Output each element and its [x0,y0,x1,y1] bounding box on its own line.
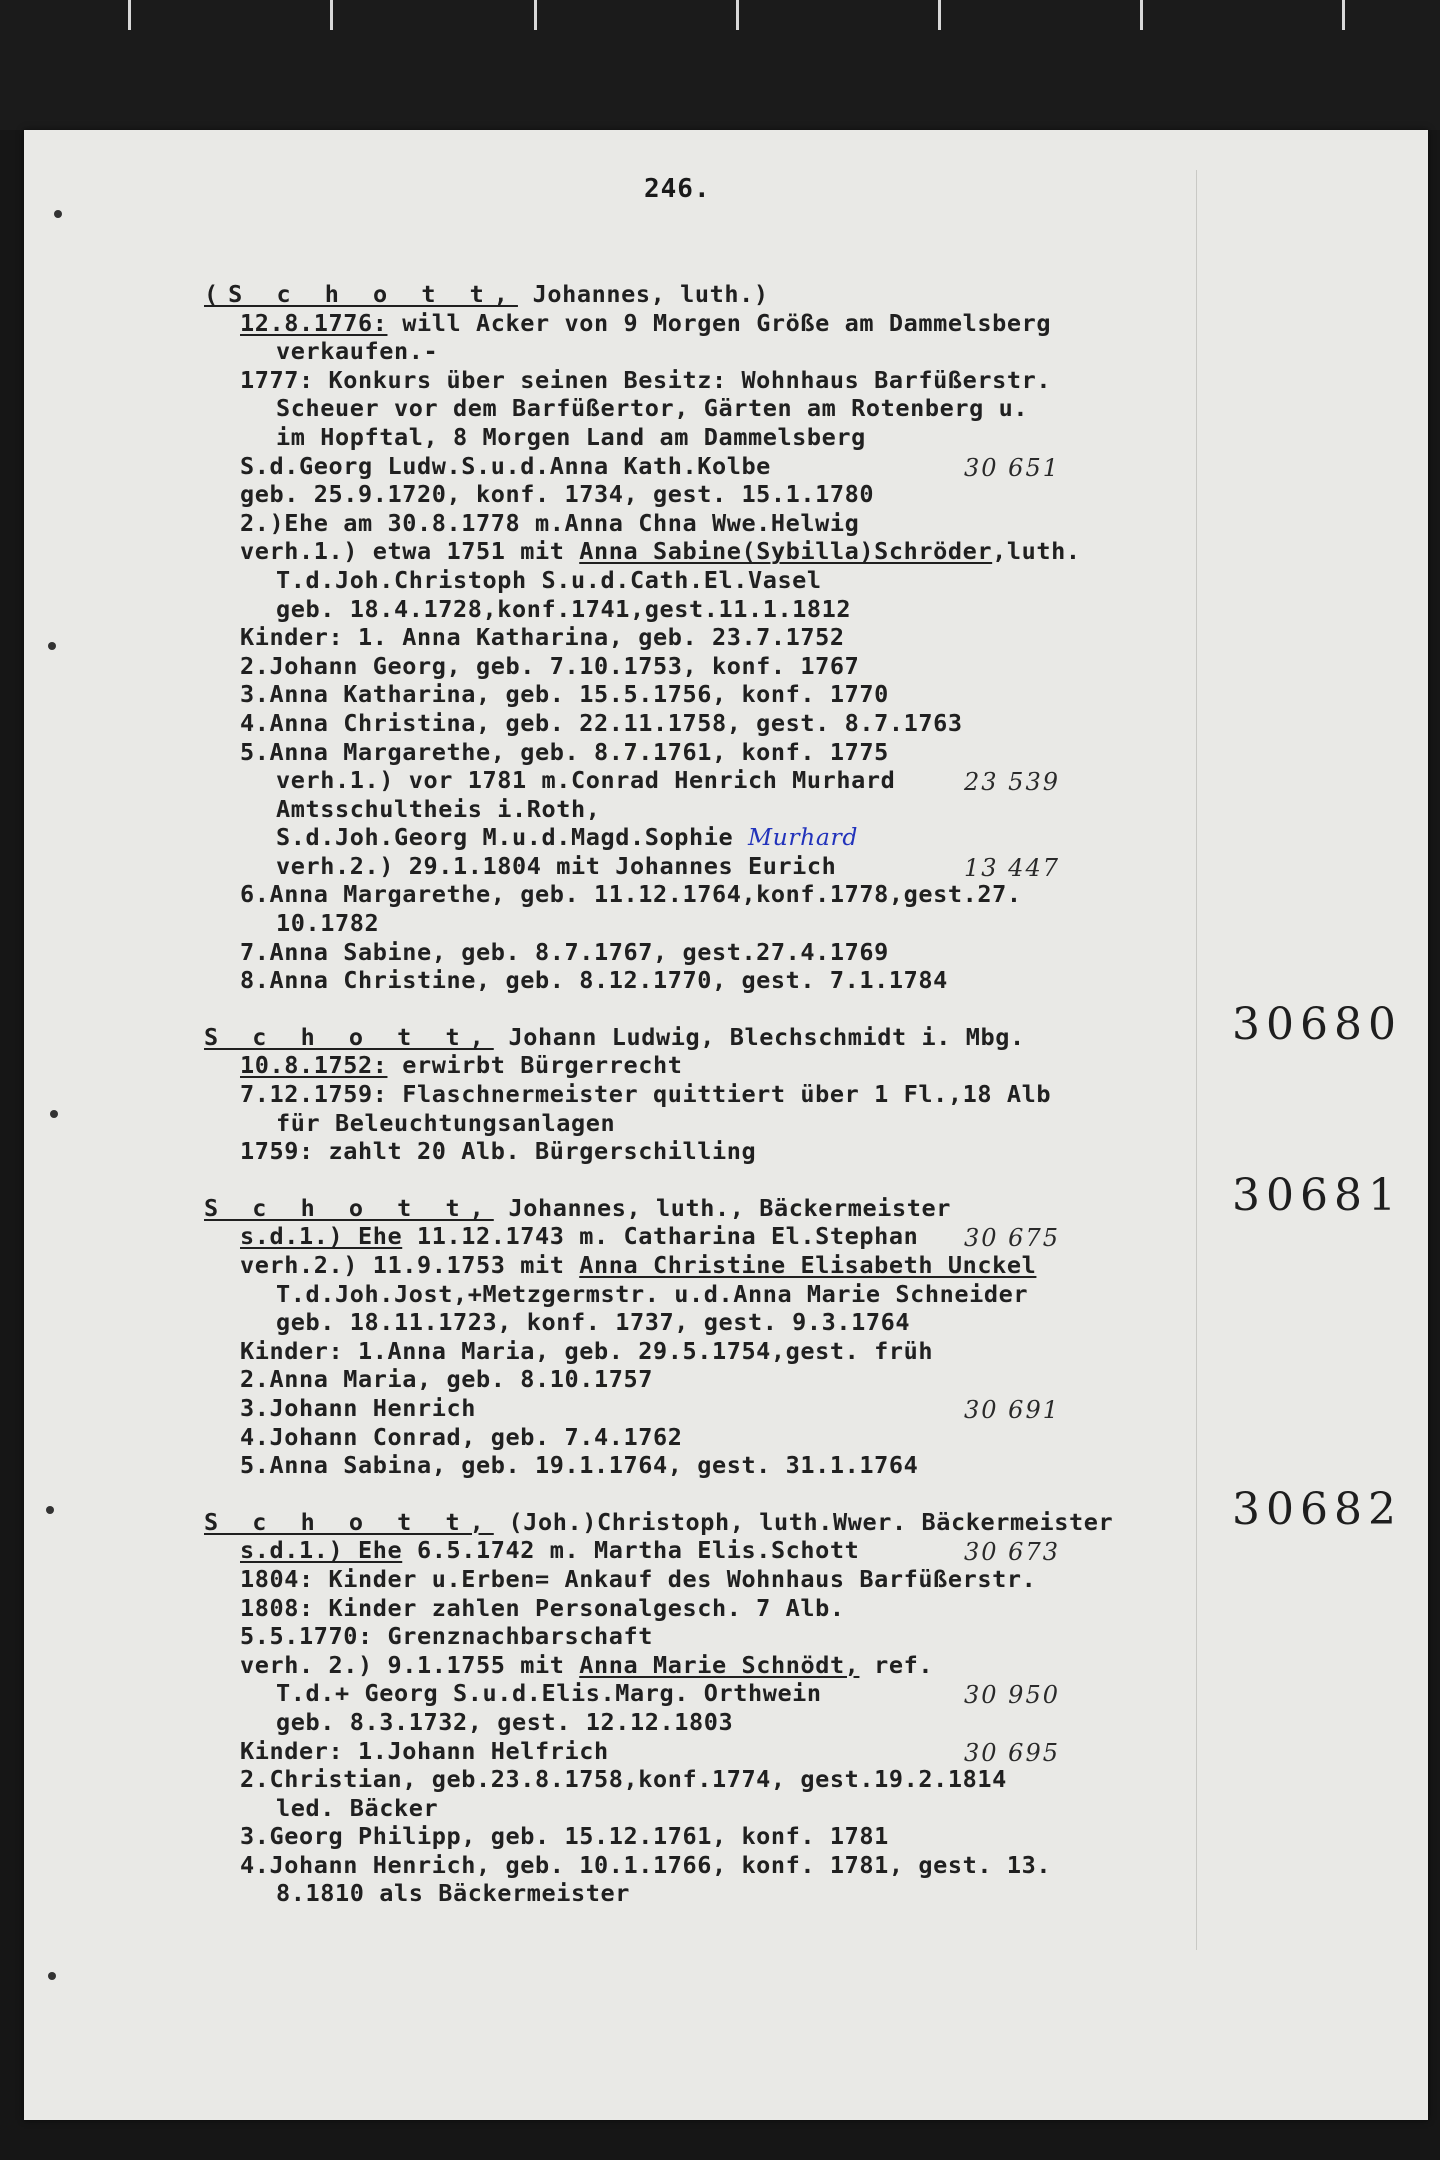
line-text: geb. 8.3.1732, gest. 12.12.1803 [276,1707,734,1736]
line-text: will Acker von 9 Morgen Größe am Dammelsberg [387,308,1052,337]
entry-line [204,1251,1324,1280]
line-text: 1808: Kinder zahlen Personalgesch. 7 Alb. [240,1593,845,1622]
entry-line [204,1737,1324,1766]
entry-line [204,1109,1324,1138]
entry-line [204,595,1324,624]
line-text: led. Bäcker [276,1793,439,1822]
line-text: 2.Christian, geb.23.8.1758,konf.1774, gest.19.2.1814 [240,1765,1007,1794]
line-text: Kinder: 1. Anna Katharina, geb. 23.7.1752 [240,623,845,652]
line-text: 8.Anna Christine, geb. 8.12.1770, gest. 7.1.1784 [240,966,948,995]
entry-line [204,1137,1324,1166]
line-text: 3.Johann Henrich [240,1393,476,1422]
entry-line [204,823,1324,852]
entry-line [204,1879,1324,1908]
entry-line [204,509,1324,538]
scanner-tick [1140,0,1143,30]
line-text: verh.1.) etwa 1751 mit [240,537,580,566]
line-text: 8.1810 als Bäckermeister [276,1879,630,1908]
line-text: S.d.Georg Ludw.S.u.d.Anna Kath.Kolbe [240,451,771,480]
entry-line [204,1822,1324,1851]
entry-line [204,966,1324,995]
line-text: 10.8.1752: [240,1051,388,1080]
scanner-background [0,0,1440,130]
line-text: verh. 2.) 9.1.1755 mit [240,1650,580,1679]
line-text: 5.5.1770: Grenznachbarschaft [240,1622,653,1651]
entry-line [204,1080,1324,1109]
line-text: im Hopftal, 8 Morgen Land am Dammelsberg [276,422,866,451]
line-text: 1759: zahlt 20 Alb. Bürgerschilling [240,1137,757,1166]
scanner-tick [938,0,941,30]
line-text: 11.12.1743 m. Catharina El.Stephan [402,1222,919,1251]
scanner-tick [330,0,333,30]
entry-line [204,795,1324,824]
punch-hole [48,1972,56,1980]
entry-line [204,337,1324,366]
page-number: 246. [644,174,711,204]
line-text: verh.2.) 29.1.1804 mit Johannes Eurich [276,851,837,880]
entry-line [204,1451,1324,1480]
line-text: s.d.1.) Ehe [240,1222,403,1251]
line-text: 12.8.1776: [240,308,388,337]
line-text: erwirbt Bürgerrecht [387,1051,683,1080]
entry-line [204,1394,1324,1423]
entry-line [204,880,1324,909]
entry-line [204,766,1324,795]
line-text: verh.2.) 11.9.1753 mit [240,1251,580,1279]
line-text: 1777: Konkurs über seinen Besitz: Wohnhaus Barfüßerstr. [240,365,1052,394]
entry-line [204,1308,1324,1337]
entry-line [204,1423,1324,1452]
entry-line [204,652,1324,681]
entry-line [204,1051,1324,1080]
entry-line [204,280,1324,309]
genealogy-entry [204,280,1324,995]
genealogy-entry [204,998,1402,1166]
genealogy-entry [204,1483,1402,1908]
entry-line [204,852,1324,881]
entry-line [204,1651,1324,1680]
entry-line [204,1365,1324,1394]
line-text: Kinder: 1.Johann Helfrich [240,1736,609,1765]
entry-line [204,1708,1324,1737]
line-text: T.d.Joh.Jost,+Metzgermstr. u.d.Anna Marie Schneider [276,1279,1029,1308]
line-text: 4.Anna Christina, geb. 22.11.1758, gest. 8.7.1763 [240,708,963,737]
line-text: für Beleuchtungsanlagen [276,1108,616,1137]
line-text: verkaufen.- [276,337,439,366]
scanner-tick [534,0,537,30]
punch-hole [46,1506,54,1514]
line-text: 3.Anna Katharina, geb. 15.5.1756, konf. 1770 [240,680,889,709]
index-card [24,130,1428,2120]
line-text: 6.Anna Margarethe, geb. 11.12.1764,konf.1778,gest.27. [240,880,1022,909]
line-text: 5.Anna Margarethe, geb. 8.7.1761, konf. 1775 [240,737,889,766]
entry-number-stamp: 30681 [1232,1169,1402,1221]
genealogy-entry [204,1169,1402,1480]
line-text: 5.Anna Sabina, geb. 19.1.1764, gest. 31.1.1764 [240,1451,919,1480]
entry-line [204,366,1324,395]
line-text: geb. 18.11.1723, konf. 1737, gest. 9.3.1764 [276,1308,911,1337]
line-text: S c h o t t, [204,1022,494,1051]
entry-line [204,738,1324,767]
line-text: 1804: Kinder u.Erben= Ankauf des Wohnhaus Barfüßerstr. [240,1564,1037,1593]
entry-line [204,623,1324,652]
entry-line [204,423,1324,452]
line-text: 4.Johann Henrich, geb. 10.1.1766, konf. 1781, gest. 13. [240,1850,1052,1879]
entry-line [204,394,1324,423]
line-text: verh.1.) vor 1781 m.Conrad Henrich Murhard [276,766,896,795]
entry-line [204,480,1324,509]
line-text: s.d.1.) Ehe [240,1536,403,1565]
line-text: ref. [859,1650,934,1679]
line-text: 2.Johann Georg, geb. 7.10.1753, konf. 1767 [240,651,860,680]
line-text: Amtsschultheis i.Roth, [276,794,601,823]
line-text: Anna Marie Schnödt, [579,1650,860,1679]
line-text: 7.12.1759: Flaschnermeister quittiert über 1 Fl.,18 Alb [240,1080,1052,1109]
line-text: S.d.Joh.Georg M.u.d.Magd.Sophie [276,823,748,852]
entry-line [204,1280,1324,1309]
entry-line [204,1851,1324,1880]
line-text: S c h o t t, [204,1193,494,1222]
line-text: T.d.Joh.Christoph S.u.d.Cath.El.Vasel [276,565,822,594]
entry-line [204,1536,1324,1565]
punch-hole [54,210,62,218]
entry-line [204,909,1324,938]
entry-line [204,1594,1324,1623]
scanner-tick [736,0,739,30]
line-text: ,luth. [992,537,1081,566]
entry-line [204,1337,1324,1366]
entry-line [204,709,1324,738]
line-text: (Joh.)Christoph, luth.Wwer. Bäckermeister [493,1507,1114,1536]
line-text: Anna Christine Elisabeth Unckel [579,1251,1037,1279]
entry-line [204,1765,1324,1794]
line-text: geb. 25.9.1720, konf. 1734, gest. 15.1.1780 [240,480,875,509]
handwritten-annotation: Murhard [747,823,859,852]
line-text: (S c h o t t, [204,280,518,308]
entry-line [204,1194,1324,1223]
entry-line [204,1565,1324,1594]
entry-line [204,1508,1324,1537]
line-text: Kinder: 1.Anna Maria, geb. 29.5.1754,gest. früh [240,1336,934,1365]
line-text: 4.Johann Conrad, geb. 7.4.1762 [240,1422,683,1451]
punch-hole [50,1110,58,1118]
line-text: Johannes, luth., Bäckermeister [493,1193,951,1222]
pencil-reference-note: 30 651 [964,453,1060,482]
line-text: 3.Georg Philipp, geb. 15.12.1761, konf. 1781 [240,1822,889,1851]
entry-line [204,1794,1324,1823]
line-text: Johannes, luth.) [517,280,769,308]
punch-hole [48,642,56,650]
line-text: T.d.+ Georg S.u.d.Elis.Marg. Orthwein [276,1679,822,1708]
line-text: Anna Sabine(Sybilla)Schröder [579,537,993,566]
pencil-reference-note: 30 691 [964,1395,1060,1424]
line-text: Scheuer vor dem Barfüßertor, Gärten am Rotenberg u. [276,394,1029,423]
entry-line [204,680,1324,709]
pencil-reference-note: 23 539 [964,768,1060,797]
entry-line [204,1679,1324,1708]
entry-line [204,566,1324,595]
scanner-tick [1342,0,1345,30]
pencil-reference-note: 30 695 [964,1738,1060,1767]
line-text: geb. 18.4.1728,konf.1741,gest.11.1.1812 [276,594,852,623]
line-text: Johann Ludwig, Blechschmidt i. Mbg. [493,1022,1025,1051]
line-text: 6.5.1742 m. Martha Elis.Schott [402,1536,860,1565]
card-text [204,280,1402,1936]
entry-line [204,1222,1324,1251]
entry-line [204,1622,1324,1651]
line-text: 10.1782 [276,909,380,938]
line-text: S c h o t t, [204,1507,494,1536]
pencil-reference-note: 30 675 [964,1224,1060,1253]
pencil-reference-note: 30 950 [964,1681,1060,1710]
entry-line [204,309,1324,338]
entry-line [204,938,1324,967]
entry-line [204,452,1324,481]
entry-number-stamp: 30682 [1232,1483,1402,1535]
pencil-reference-note: 30 673 [964,1538,1060,1567]
line-text: 7.Anna Sabine, geb. 8.7.1767, gest.27.4.1769 [240,937,889,966]
pencil-reference-note: 13 447 [964,853,1060,882]
line-text: 2.)Ehe am 30.8.1778 m.Anna Chna Wwe.Helwig [240,508,860,537]
entry-line [204,537,1324,566]
line-text: 2.Anna Maria, geb. 8.10.1757 [240,1365,653,1394]
scanner-tick [128,0,131,30]
entry-number-stamp: 30680 [1232,998,1402,1050]
entry-line [204,1023,1324,1052]
